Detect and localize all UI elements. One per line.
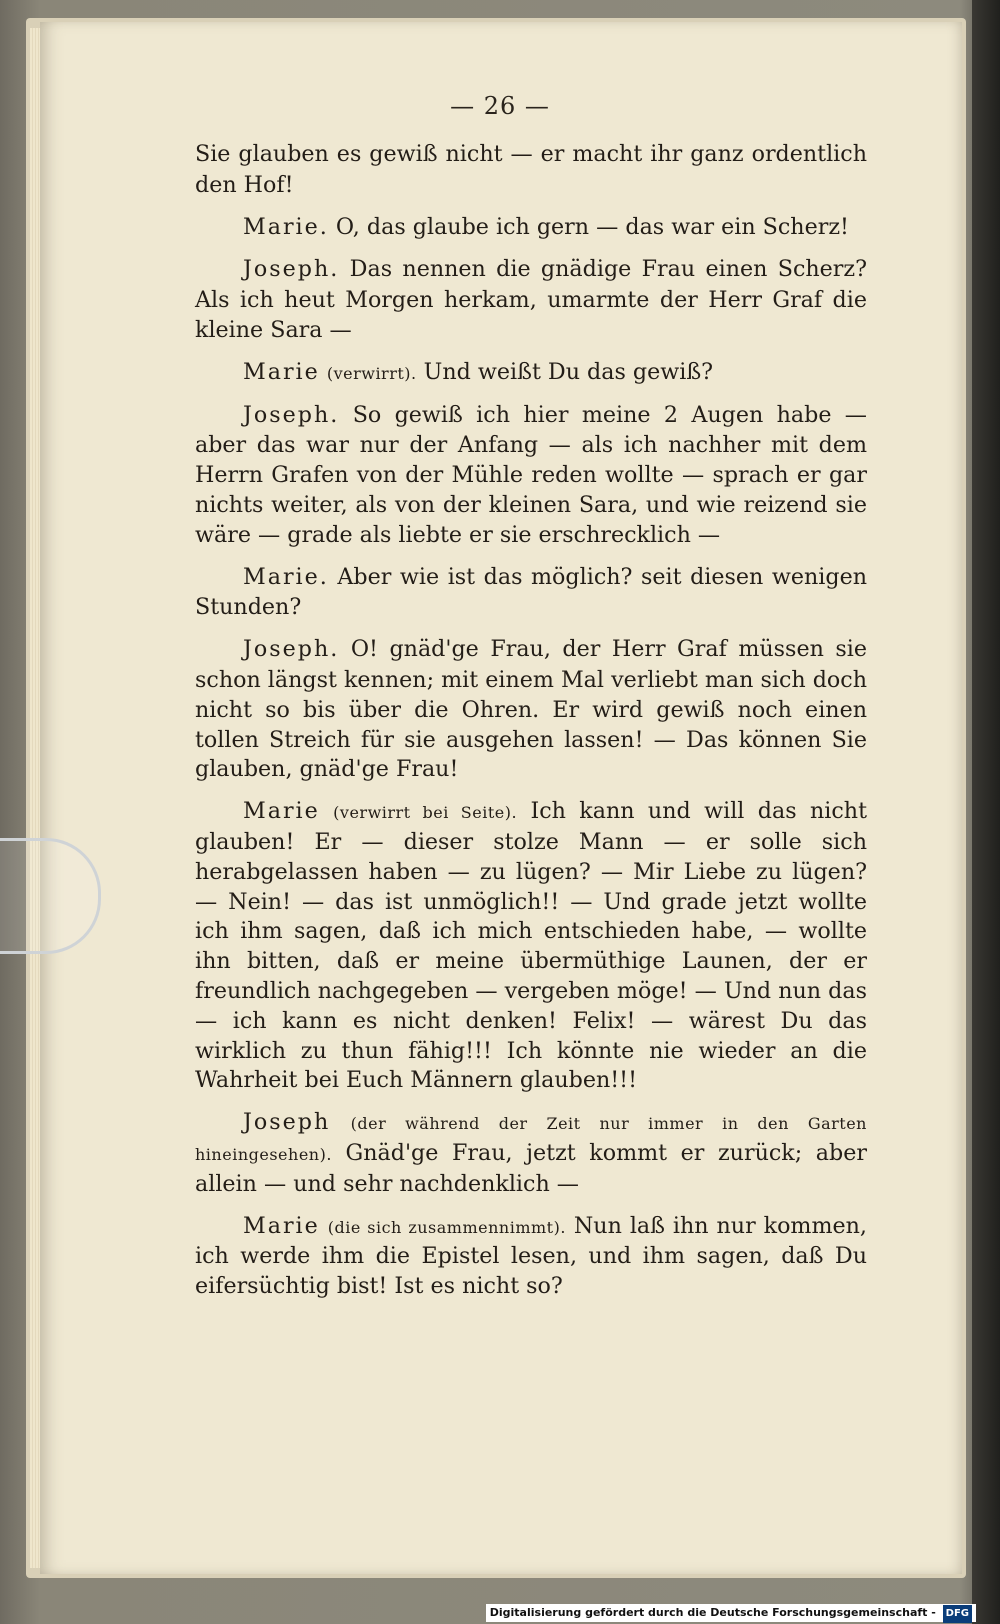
dialogue-text: Gnäd'ge Frau, jetzt kommt er zurück; aber allein — und sehr nachdenklich — [195,1139,867,1197]
speaker-name: Marie. [243,563,329,590]
dialogue-paragraph [195,140,867,201]
speaker-name: Joseph. [243,636,340,663]
page-number: — 26 — [450,92,550,120]
digitization-credit [486,1604,976,1622]
dialogue-text: O, das glaube ich gern — das war ein Scherz! [335,213,849,240]
dialogue-paragraph [195,255,867,345]
dialogue-paragraph [195,797,867,1096]
dialogue-paragraph [195,358,867,389]
speaker-name: Joseph. [243,256,340,283]
speaker-name: Marie [243,1212,320,1239]
dialogue-paragraph [195,401,867,551]
stage-direction: (der während der Zeit nur immer in den Garten hineingesehen). [195,1114,867,1164]
dialogue-text: Sie glauben es gewiß nicht — er macht ihr ganz ordentlich den Hof! [195,141,867,198]
stage-direction: (verwirrt). [326,363,417,383]
speaker-name: Marie [243,358,320,385]
dialogue-paragraph [195,563,867,624]
dfg-logo: DFG [943,1605,972,1623]
spine-shadow [972,0,1000,1624]
credit-text: Digitalisierung gefördert durch die Deutsche Forschungsgemeinschaft - [489,1606,936,1619]
stage-direction: (die sich zusammennimmt). [327,1217,566,1237]
dialogue-paragraph [195,1212,867,1302]
dialogue-paragraph [195,635,867,785]
dialogue-text: Nun laß ihn nur kommen, ich werde ihm die Epistel lesen, und ihm sagen, daß Du eifersüchtig bist! Ist es nicht so? [195,1212,867,1300]
speaker-name: Marie. [243,213,329,240]
dialogue-paragraph [195,1108,867,1199]
speaker-name: Joseph. [243,401,340,428]
dialogue-paragraph [195,213,867,244]
dialogue-text: Das nennen die gnädige Frau einen Scherz? Als ich heut Morgen herkam, umarmte der Herr Graf die kleine Sara — [195,256,867,343]
page-clip [0,838,101,954]
dialogue-text: O! gnäd'ge Frau, der Herr Graf müssen sie schon längst kennen; mit einem Mal verliebt man sich doch nicht so bis über die Ohren. Er wird gewiß noch einen tollen Streich für sie ausgehen lassen! — Das können Sie glauben, gnäd'ge Frau! [195,636,867,783]
dialogue-text: Ich kann und will das nicht glauben! Er — dieser stolze Mann — er solle sich herabgelassen haben — zu lügen? — Mir Liebe zu lügen? — Nein! — das ist unmöglich!! — Und grade jetzt wollte ich ihm sagen, daß ich mich entschieden habe, — wollte ihn bitten, daß er meine übermüthige Launen, der er freundlich nachgegeben — vergeben möge! — Und nun das — ich kann es nicht denken! Felix! — wärest Du das wirklich zu thun fähig!!! Ich könnte nie wieder an die Wahrheit bei Euch Männern glauben!!! [195,798,867,1094]
speaker-name: Marie [243,798,320,825]
dialogue-text: So gewiß ich hier meine 2 Augen habe — aber das war nur der Anfang — als ich nachher mit dem Herrn Grafen von der Mühle reden wollte — sprach er gar nichts weiter, als von der kleinen Sara, und wie reizend sie wäre — grade als liebte er sie erschrecklich — [195,401,867,548]
play-text [195,140,867,1314]
dialogue-text: Und weißt Du das gewiß? [423,358,714,385]
speaker-name: Joseph [243,1109,331,1136]
stage-direction: (verwirrt bei Seite). [333,803,518,823]
dialogue-text: Aber wie ist das möglich? seit diesen wenigen Stunden? [195,563,867,621]
